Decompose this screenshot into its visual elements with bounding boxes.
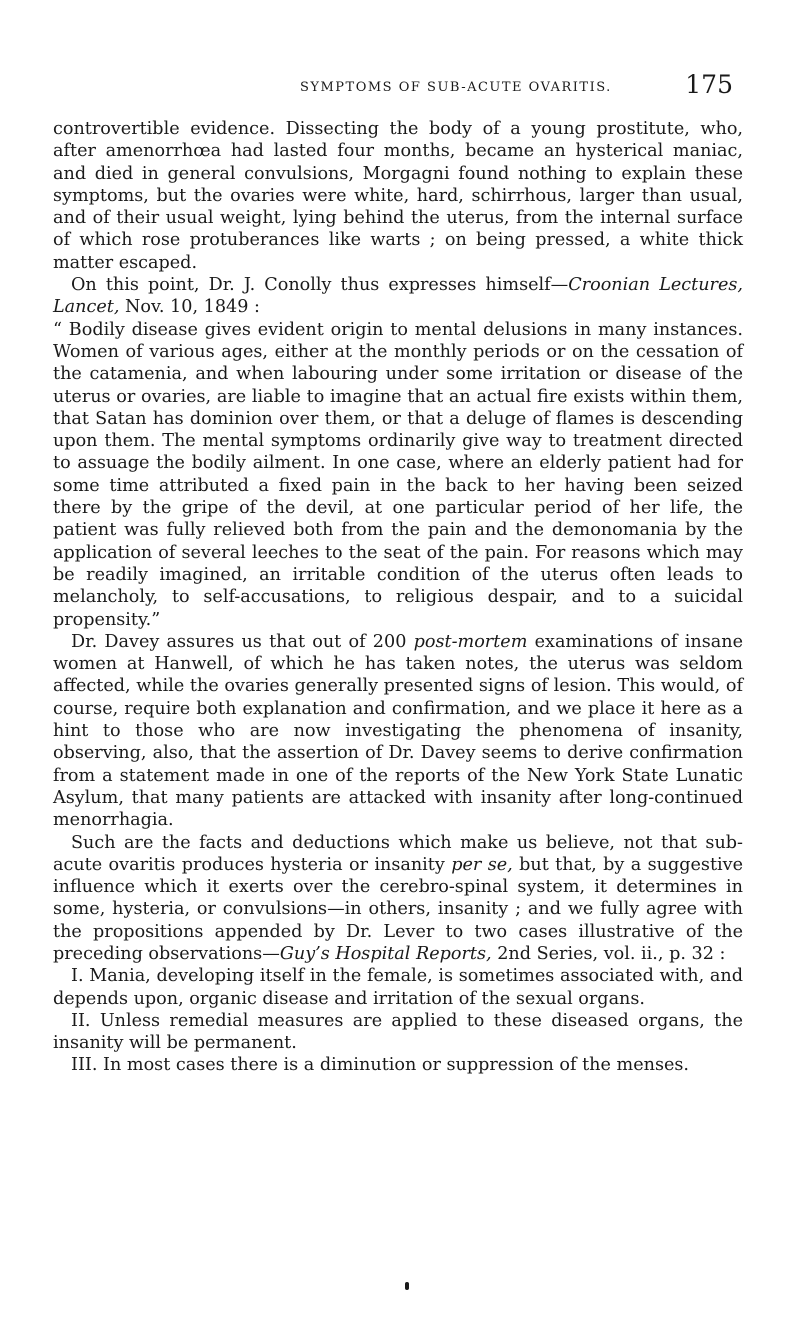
paragraph-p3 bbox=[53, 319, 743, 631]
text-run: 2nd Series, vol. ii., p. 32 : bbox=[491, 943, 726, 964]
body-text bbox=[53, 118, 743, 1077]
paragraph-p1 bbox=[53, 118, 743, 274]
text-run: Such are the facts and deductions which make us believe, not that sub-acute ovaritis produces hysteria or insanity bbox=[53, 832, 743, 875]
paragraph-p7 bbox=[53, 1010, 743, 1055]
text-run: controvertible evidence. Dissecting the body of a young prostitute, who, after amenorrhœa had lasted four months, became an hysterical maniac, and died in general convulsions, Morgagni found nothing to explain these symptoms, but the ovaries were white, hard, schirrhous, larger than usual, and of their usual weight, lying behind the uterus, from the internal surface of which rose protuberances like warts ; on being pressed, a white thick matter escaped. bbox=[53, 119, 743, 273]
text-run: On this point, Dr. J. Conolly thus expresses himself— bbox=[71, 275, 569, 296]
text-run: Nov. 10, 1849 : bbox=[119, 297, 260, 318]
text-run: Dr. Davey assures us that out of 200 bbox=[71, 631, 414, 652]
paragraph-p4 bbox=[53, 631, 743, 832]
paragraph-p5 bbox=[53, 832, 743, 966]
paragraph-p6 bbox=[53, 965, 743, 1010]
italic-text: Croonian Lectures, Lancet, bbox=[53, 275, 743, 318]
text-run: examinations of insane women at Hanwell, of which he has taken notes, the uterus was seldom affected, while the ovaries generally presented signs of lesion. This would, of course, require both explanation and confirmation, and we place it here as a hint to those who are now investigating the phenomena of insanity, observing, also, that the assertion of Dr. Davey seems to derive confirmation from a statement made in one of the reports of the New York State Lunatic Asylum, that many patients are attacked with insanity after long-continued menorrhagia. bbox=[53, 631, 743, 831]
paragraph-p2 bbox=[53, 274, 743, 319]
text-run: I. Mania, developing itself in the female, is sometimes associated with, and depends upon, organic disease and irritation of the sexual organs. bbox=[53, 966, 743, 1009]
text-run: but that, by a suggestive influence which it exerts over the cerebro-spinal system, it determines in some, hysteria, or convulsions—in others, insanity ; and we fully agree with the propositions appended by Dr. Lever to two cases illustrative of the preceding observations— bbox=[53, 854, 743, 964]
page-number: 175 bbox=[685, 70, 733, 99]
italic-text: post-mortem bbox=[413, 631, 528, 652]
italic-text: Guy’s Hospital Reports, bbox=[279, 943, 492, 964]
text-run: III. In most cases there is a diminution or suppression of the menses. bbox=[71, 1055, 690, 1076]
running-head: SYMPTOMS OF SUB-ACUTE OVARITIS. bbox=[300, 80, 612, 95]
printer-mark bbox=[405, 1282, 409, 1290]
paragraph-p8 bbox=[53, 1054, 743, 1076]
text-run: “ Bodily disease gives evident origin to mental delusions in many instances. Women of various ages, either at the monthly periods or on the cessation of the catamenia, and when labouring under some irritation or disease of the uterus or ovaries, are liable to imagine that an actual fire exists within them, that Satan has dominion over them, or that a deluge of flames is descending upon them. The mental symptoms ordinarily give way to treatment directed to assuage the bodily ailment. In one case, where an elderly patient had for some time attributed a fixed pain in the back to her having been seized there by the gripe of the devil, at one particular period of her life, the patient was fully relieved both from the pain and the demonomania by the application of several leeches to the seat of the pain. For reasons which may be readily imagined, an irritable condition of the uterus often leads to melancholy, to self-accusations, to religious despair, and to a suicidal propensity.” bbox=[53, 319, 743, 630]
italic-text: per se, bbox=[451, 854, 513, 875]
text-run: II. Unless remedial measures are applied to these diseased organs, the insanity will be permanent. bbox=[53, 1010, 743, 1054]
